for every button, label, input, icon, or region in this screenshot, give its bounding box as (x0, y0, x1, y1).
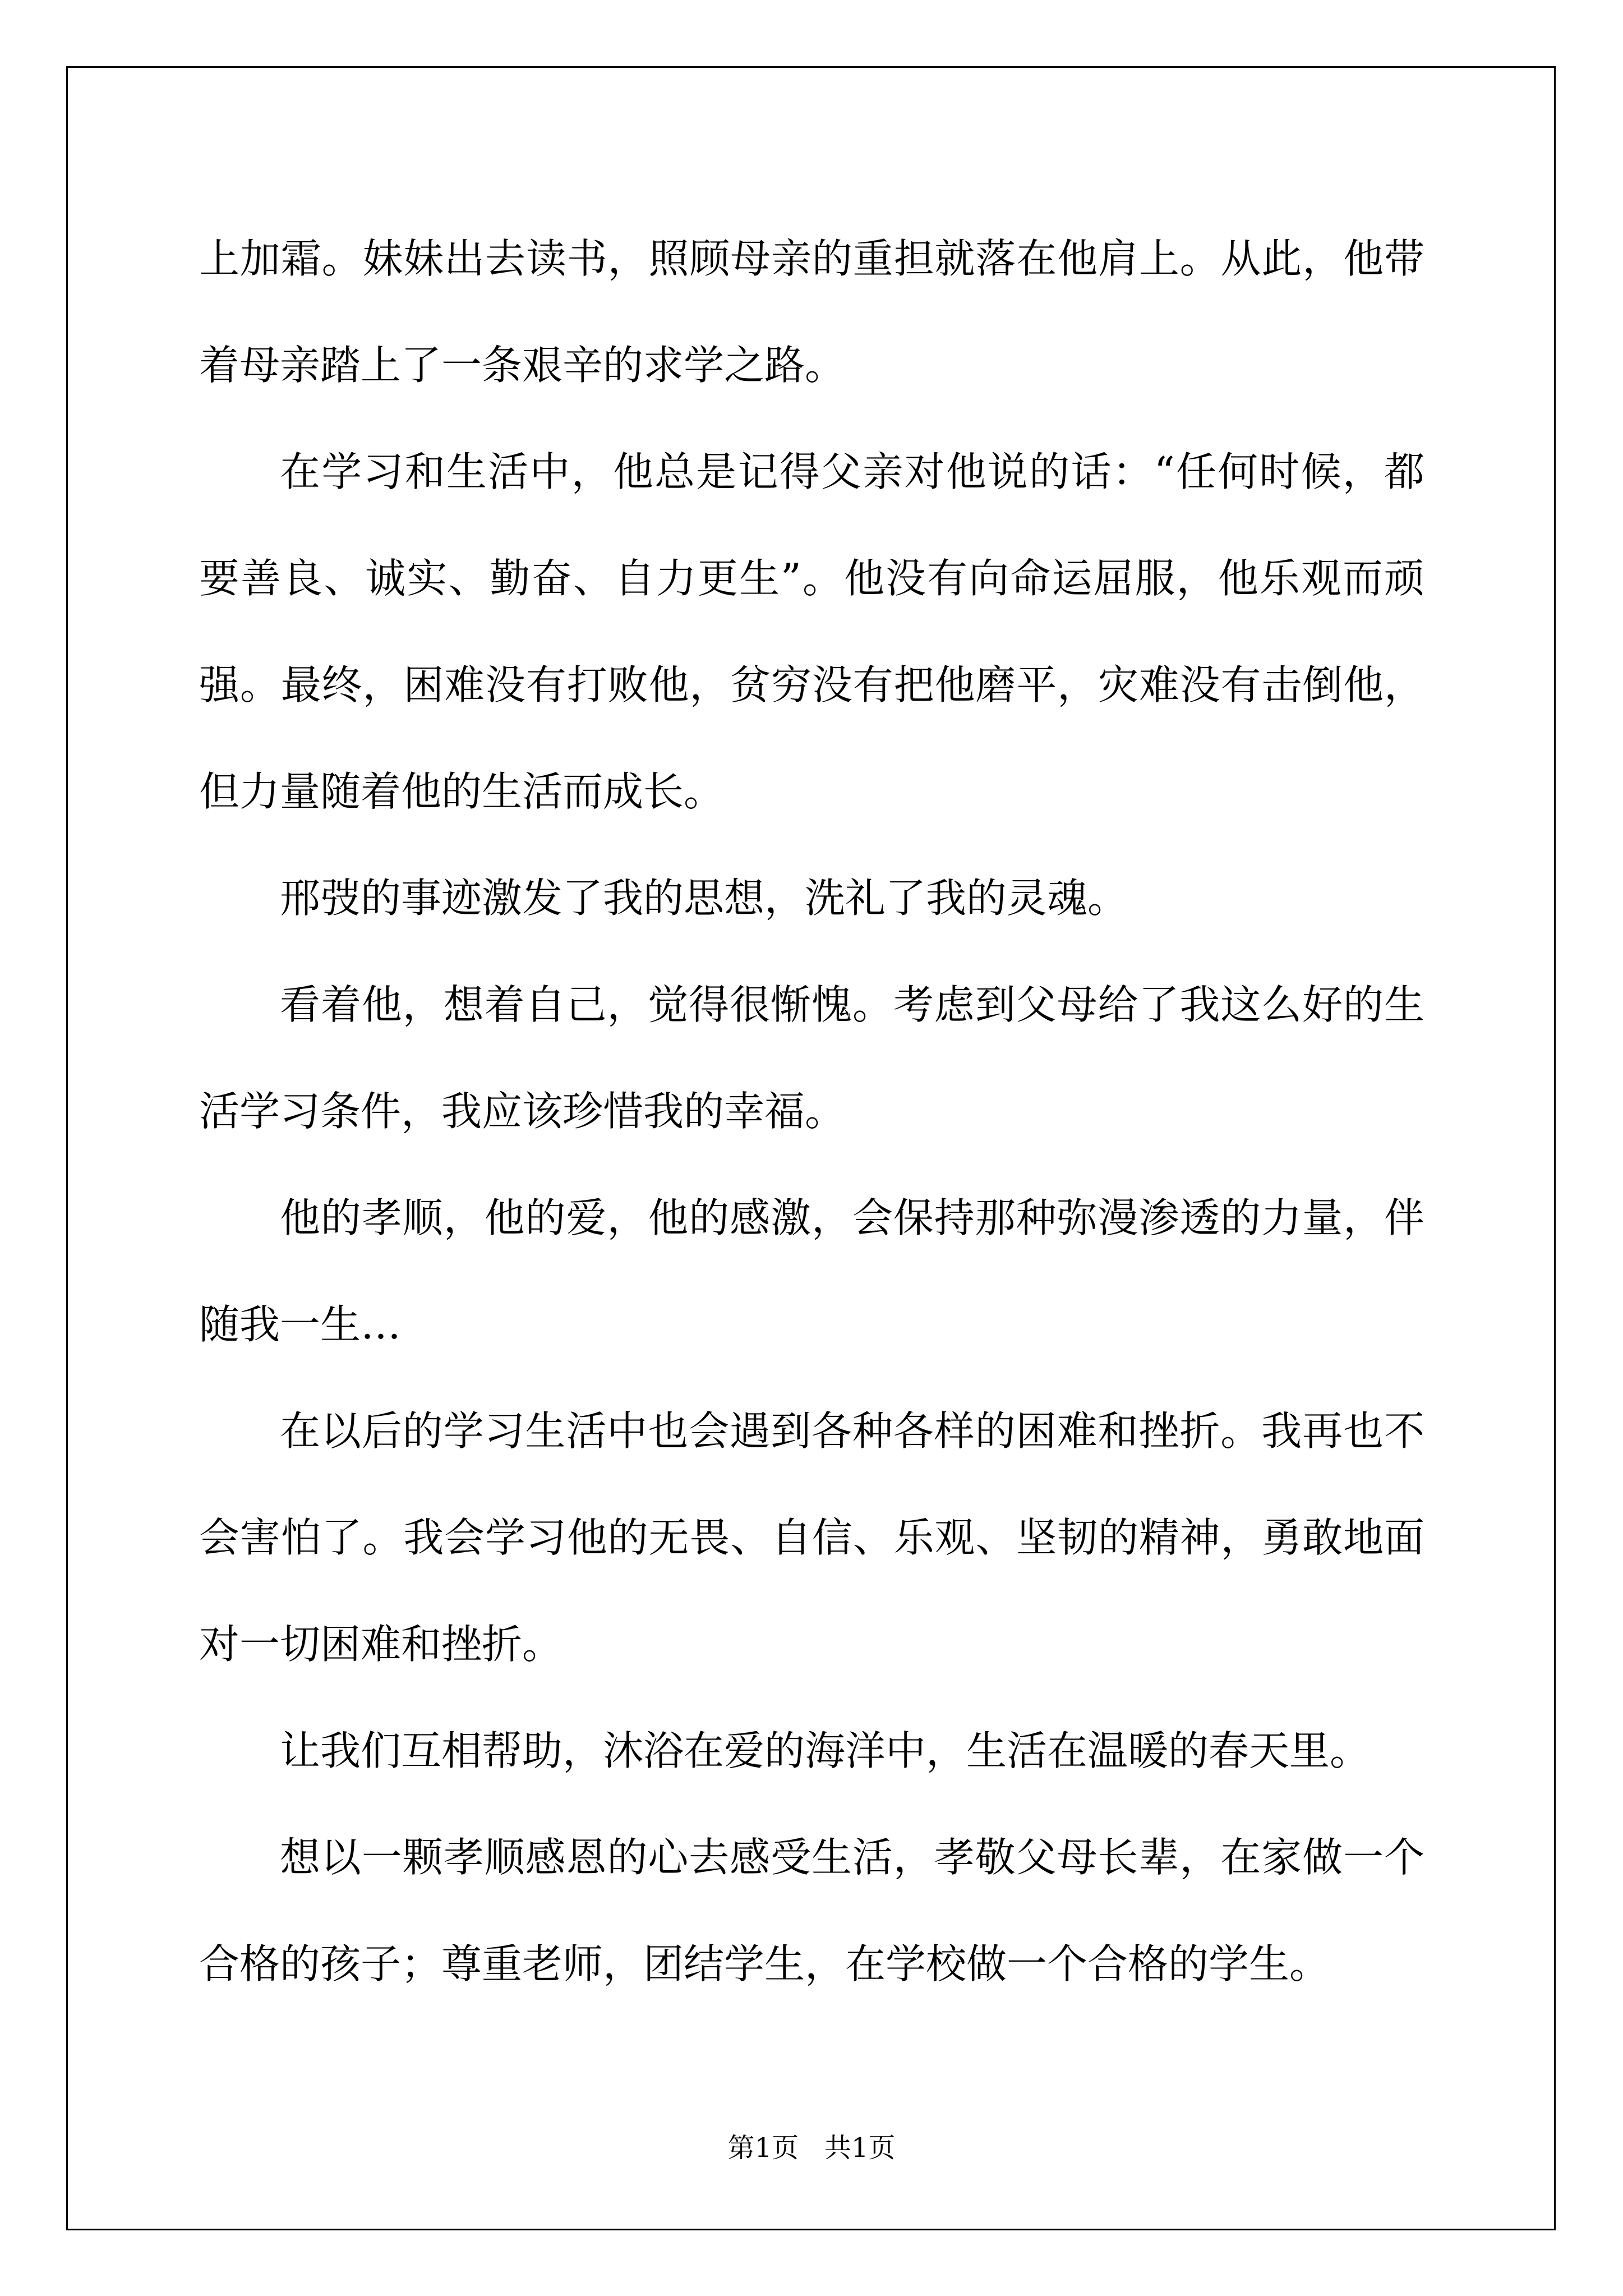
document-body (199, 205, 1424, 2017)
paragraph: 邢弢的事迹激发了我的思想，洗礼了我的灵魂。 (280, 875, 1128, 922)
page-number-footer: 第1页 共1页 (727, 2132, 896, 2164)
paragraph: 让我们互相帮助，沐浴在爱的海洋中，生活在温暖的春天里。 (280, 1727, 1371, 1774)
paragraph: 上加霜。妹妹出去读书，照顾母亲的重担就落在他肩上。从此，他带着母亲踏上了一条艰辛的求学之路。 (199, 235, 1424, 389)
paragraph: 看着他，想着自己，觉得很惭愧。考虑到父母给了我这么好的生活学习条件，我应该珍惜我的幸福。 (199, 981, 1424, 1135)
paragraph: 他的孝顺，他的爱，他的感激，会保持那种弥漫渗透的力量，伴随我一生… (199, 1194, 1424, 1348)
paragraph: 在学习和生活中，他总是记得父亲对他说的话：“任何时候，都要善良、诚实、勤奋、自力更生”。他没有向命运屈服，他乐观而顽强。最终，困难没有打败他，贫穷没有把他磨平，灾难没有击倒他，但力量随着他的生活而成长。 (199, 448, 1424, 815)
paragraph: 想以一颗孝顺感恩的心去感受生活，孝敬父母长辈，在家做一个合格的孩子；尊重老师，团结学生，在学校做一个合格的学生。 (199, 1834, 1424, 1987)
paragraph: 在以后的学习生活中也会遇到各种各样的困难和挫折。我再也不会害怕了。我会学习他的无畏、自信、乐观、坚韧的精神，勇敢地面对一切困难和挫折。 (199, 1407, 1424, 1668)
